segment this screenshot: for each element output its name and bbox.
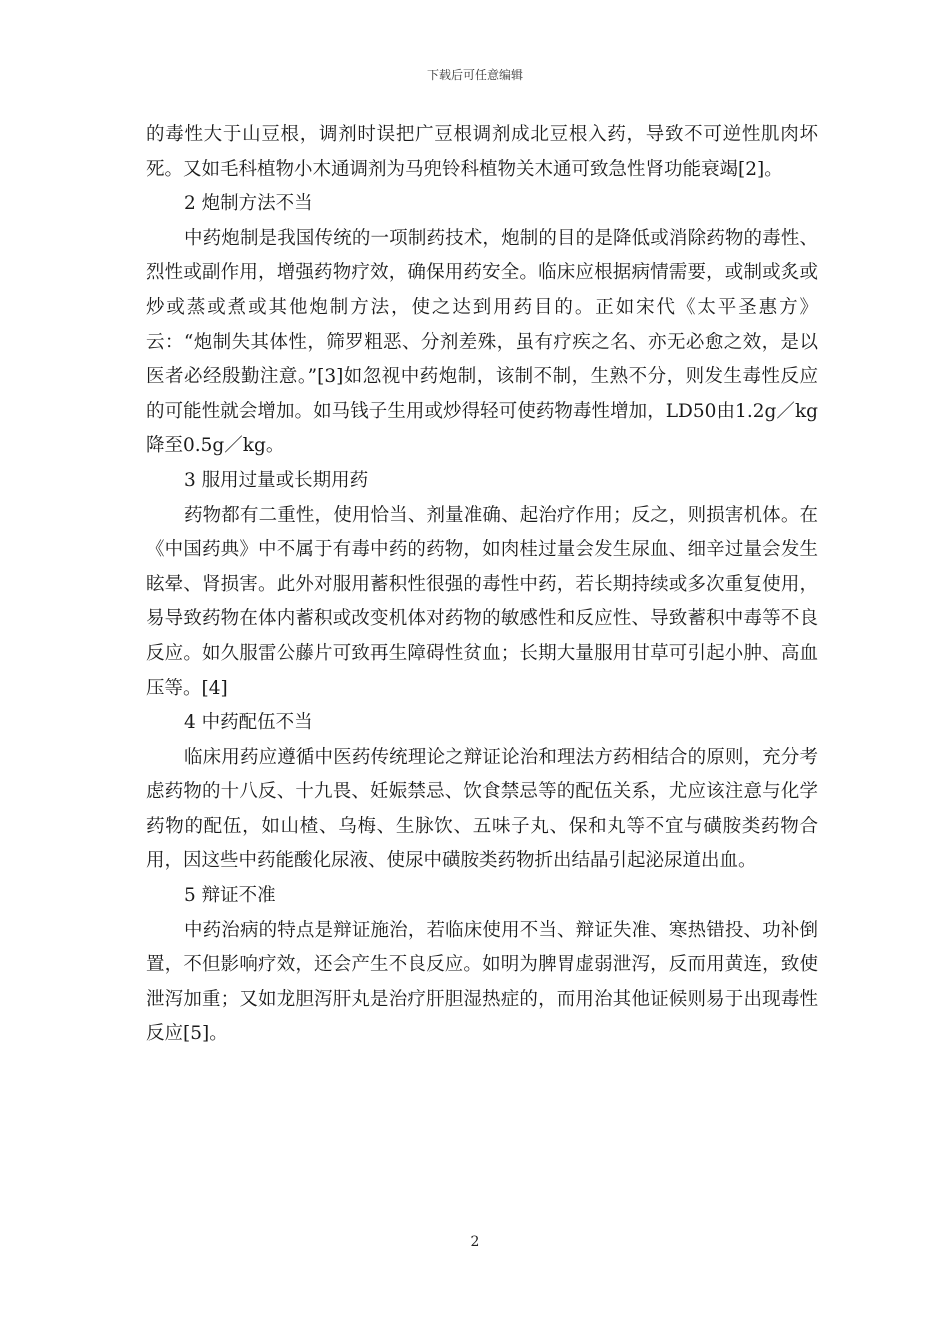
section-heading-3: 3 服用过量或长期用药 bbox=[184, 469, 369, 491]
paragraph-diagnosis: 中药治病的特点是辩证施治，若临床使用不当、辩证失准、寒热错投、功补倒置，不但影响疗效，还会产生不良反应。如明为脾胃虚弱泄泻，反而用黄连，致使泄泻加重；又如龙胆泻肝丸是治疗肝胆湿热症的，而用治其他证候则易于出现毒性反应[5]。 bbox=[146, 919, 818, 1045]
paragraph-continued: 的毒性大于山豆根，调剂时误把广豆根调剂成北豆根入药，导致不可逆性肌肉坏死。又如毛科植物小木通调剂为马兜铃科植物关木通可致急性肾功能衰竭[2]。 bbox=[146, 124, 818, 180]
paragraph-overdose: 药物都有二重性，使用恰当、剂量准确、起治疗作用；反之，则损害机体。在《中国药典》中不属于有毒中药的药物，如肉桂过量会发生尿血、细辛过量会发生眩晕、肾损害。此外对服用蓄积性很强的毒性中药，若长期持续或多次重复使用，易导致药物在体内蓄积或改变机体对药物的敏感性和反应性、导致蓄积中毒等不良反应。如久服雷公藤片可致再生障碍性贫血；长期大量服用甘草可引起小肿、高血压等。[4] bbox=[146, 504, 818, 699]
section-heading-4: 4 中药配伍不当 bbox=[184, 712, 313, 734]
page-header: 下载后可任意编辑 bbox=[426, 68, 523, 82]
document-body bbox=[146, 118, 818, 1052]
page-number: 2 bbox=[470, 1234, 480, 1250]
paragraph-compatibility: 临床用药应遵循中医药传统理论之辩证论治和理法方药相结合的原则，充分考虑药物的十八反、十九畏、妊娠禁忌、饮食禁忌等的配伍关系，尤应该注意与化学药物的配伍，如山楂、乌梅、生脉饮、五味子丸、保和丸等不宜与磺胺类药物合用，因这些中药能酸化尿液、使尿中磺胺类药物折出结晶引起泌尿道出血。 bbox=[146, 746, 818, 872]
section-heading-5: 5 辩证不准 bbox=[184, 885, 276, 907]
section-heading-2: 2 炮制方法不当 bbox=[184, 193, 313, 215]
paragraph-processing: 中药炮制是我国传统的一项制药技术，炮制的目的是降低或消除药物的毒性、烈性或副作用，增强药物疗效，确保用药安全。临床应根据病情需要，或制或炙或炒或蒸或煮或其他炮制方法，使之达到用药目的。正如宋代《太平圣惠方》云：“炮制失其体性，筛罗粗恶、分剂差殊，虽有疗疾之名、亦无必愈之效，是以医者必经殷勤注意。”[3]如忽视中药炮制，该制不制，生熟不分，则发生毒性反应的可能性就会增加。如马钱子生用或炒得轻可使药物毒性增加，LD50由1.2g／kg降至0.5g／kg。 bbox=[146, 227, 818, 457]
